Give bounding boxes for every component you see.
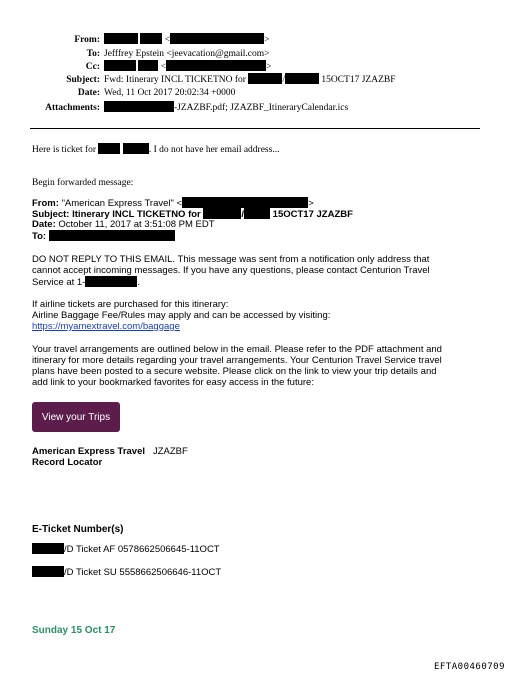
date-value: Wed, 11 Oct 2017 20:02:34 +0000 [104, 88, 236, 98]
subject-label: Subject: [66, 75, 100, 85]
record-code: JZAZBF [152, 446, 188, 457]
redaction [140, 33, 162, 44]
attachments-label: Attachments: [45, 103, 100, 113]
cc-value: < > [104, 60, 271, 74]
redaction [244, 208, 270, 219]
airline-paragraph: If airline tickets are purchased for this itinerary: Airline Baggage Fee/Rules may apply and can be accessed by visiting: https://myamextravel.com/baggage [32, 299, 331, 332]
header-date-row [0, 86, 512, 100]
date-label: Date: [77, 88, 100, 98]
to-label: To: [86, 49, 100, 59]
begin-forwarded: Begin forwarded message: [32, 178, 134, 188]
redaction [123, 143, 149, 154]
subject-value: Fwd: Itinerary INCL TICKETNO for / 15OCT17 JZAZBF [104, 75, 396, 85]
eticket-heading: E-Ticket Number(s) [32, 524, 124, 535]
fwd-subject-row: Subject: Itinerary INCL TICKETNO for / 15OCT17 JZAZBF [32, 209, 353, 220]
redaction [138, 60, 158, 71]
date-heading: Sunday 15 Oct 17 [32, 625, 116, 636]
fwd-date-row: Date: October 11, 2017 at 3:51:08 PM EDT [32, 219, 215, 230]
header-from-row [0, 33, 512, 47]
fwd-to-row: To: [32, 230, 175, 242]
from-label: From: [74, 35, 100, 45]
header-cc-row [0, 60, 512, 74]
attachment-link[interactable]: -JZAZBF.pdf; JZAZBF_ItineraryCalendar.ics [174, 103, 349, 113]
redaction [248, 73, 282, 84]
ticket-af-row: /D Ticket AF 0578662506645-11OCT [32, 543, 220, 555]
header-subject-row [0, 73, 512, 87]
from-value: < > [104, 33, 269, 47]
to-value: Jefffrey Epstein <jeevacation@gmail.com> [104, 49, 270, 59]
header-attachments-row [0, 101, 512, 115]
view-trips-button[interactable]: View your Trips [32, 402, 120, 432]
baggage-link[interactable]: https://myamextravel.com/baggage [32, 321, 180, 332]
redaction [170, 33, 264, 44]
body-ticket-line: Here is ticket for . I do not have her email address... [32, 145, 280, 155]
redaction [285, 73, 319, 84]
ticket-su-row: /D Ticket SU 5558662506646-11OCT [32, 566, 221, 578]
redaction [49, 230, 175, 241]
redaction [104, 60, 136, 71]
redaction [98, 143, 120, 154]
record-locator: American Express Travel JZAZBF [32, 446, 188, 457]
record-locator-label: Record Locator [32, 457, 103, 468]
cc-label: Cc: [85, 62, 100, 72]
redaction [203, 208, 241, 219]
travel-paragraph: Your travel arrangements are outlined below in the email. Please refer to the PDF attachment and itinerary for more details regarding your travel arrangements. Your Centurion Travel Service travel plans have been posted to a secure website. Please click on the link to view your trip details and add link to your bookmarked favorites for easy access in the future: [32, 344, 442, 388]
redaction [104, 101, 174, 112]
header-to-row [0, 47, 512, 61]
redaction [85, 276, 137, 287]
document-id: EFTA00460709 [434, 662, 506, 672]
redaction [32, 566, 64, 577]
noreply-paragraph: DO NOT REPLY TO THIS EMAIL. This message was sent from a notification only address that cannot accept incoming messages. If you have any questions, please contact Centurion Travel Service at 1- . [32, 254, 430, 288]
fwd-from-row: From: "American Express Travel" < > [32, 198, 314, 209]
attachments-value [104, 101, 348, 115]
redaction [182, 197, 308, 208]
redaction [166, 60, 266, 71]
redaction [32, 543, 64, 554]
redaction [104, 33, 138, 44]
header-divider [30, 128, 480, 129]
